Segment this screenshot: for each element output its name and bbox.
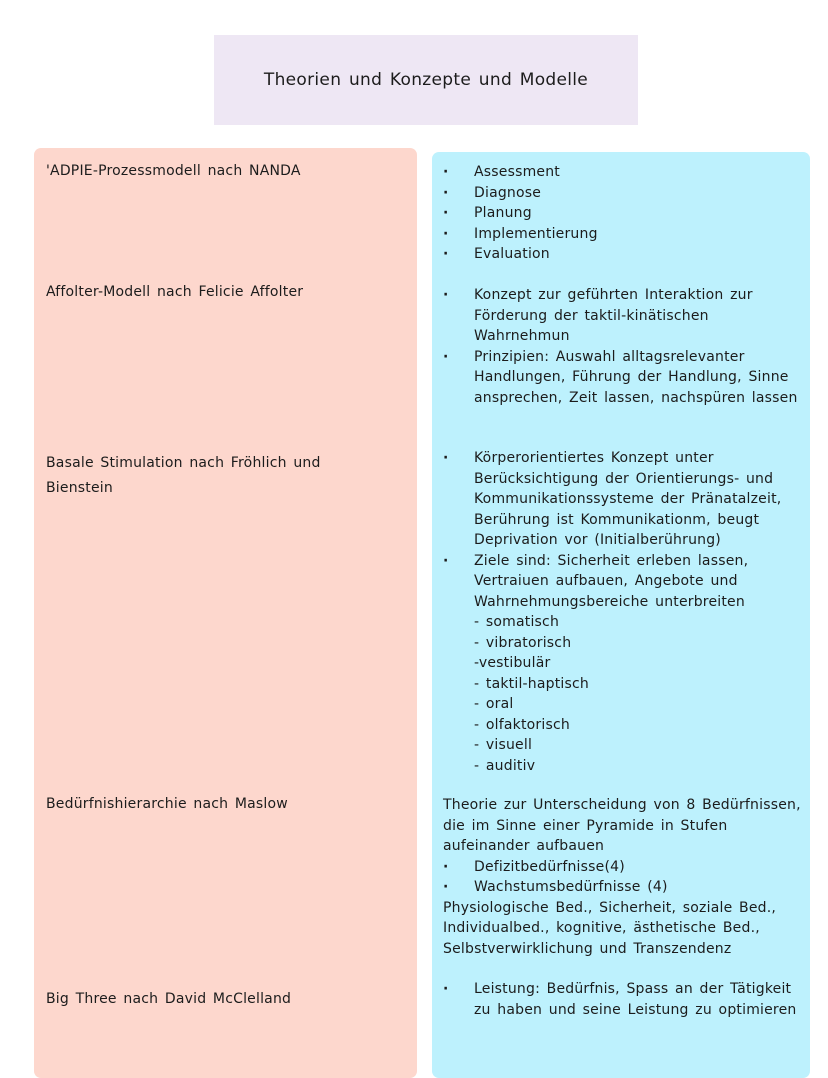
sub-item: - vibratorisch (474, 634, 572, 651)
term-big-three: Big Three nach David McClelland (46, 991, 292, 1007)
term-affolter: Affolter-Modell nach Felicie Affolter (46, 284, 304, 300)
list-item: · Diagnose (443, 183, 803, 204)
list-item: · Defizitbedürfnisse(4) (443, 857, 803, 878)
sub-item: - visuell (474, 737, 533, 753)
term-maslow: Bedürfnishierarchie nach Maslow (46, 796, 288, 812)
list-item: · Prinzipien: Auswahl alltagsrelevanter Handlungen, Führung der Handlung, Sinne ansprechen, Zeit lassen, nachspüren lassen (443, 347, 803, 409)
term-adpie: 'ADPIE-Prozessmodell nach NANDA (46, 163, 301, 179)
sub-list (443, 612, 803, 776)
desc-maslow (443, 795, 803, 959)
desc-adpie (443, 162, 803, 265)
term-basale-stimulation: Basale Stimulation nach Fröhlich und Bienstein (46, 455, 321, 496)
list-item: · Evaluation (443, 244, 803, 265)
desc-basale-stimulation (443, 448, 803, 776)
list-item: · Leistung: Bedürfnis, Spass an der Tätigkeit zu haben und seine Leistung zu optimieren (443, 979, 803, 1020)
sub-item: - oral (474, 696, 514, 712)
sub-item: - somatisch (474, 614, 560, 630)
desc-outro: Physiologische Bed., Sicherheit, soziale Bed., Individualbed., kognitive, ästhetische Bed., Selbstverwirklichung und Transzendenz (443, 899, 777, 957)
desc-affolter (443, 285, 803, 408)
list-item: · Konzept zur geführten Interaktion zur Förderung der taktil-kinätischen Wahrnehmun (443, 285, 803, 347)
list-item: · Implementierung (443, 224, 803, 245)
sub-item: -vestibulär (474, 655, 551, 671)
desc-big-three (443, 979, 803, 1020)
desc-intro: Theorie zur Unterscheidung von 8 Bedürfnissen, die im Sinne einer Pyramide in Stufen aufeinander aufbauen (443, 797, 801, 854)
sub-item: - taktil-haptisch (474, 675, 589, 692)
list-item: · Wachstumsbedürfnisse (4) (443, 877, 803, 898)
list-item: · Körperorientiertes Konzept unter Berücksichtigung der Orientierungs- und Kommunikationssysteme der Pränatalzeit, Berührung ist Kommunikationm, beugt Deprivation vor (Initialberührung) (443, 448, 803, 551)
list-item: · Assessment (443, 162, 803, 183)
list-item: · Planung (443, 203, 803, 224)
sub-item: - auditiv (474, 757, 536, 774)
list-item: · Ziele sind: Sicherheit erleben lassen, Vertraiuen aufbauen, Angebote und Wahrnehmungsbereiche unterbreiten (443, 551, 803, 613)
page-title: Theorien und Konzepte und Modelle (214, 35, 638, 125)
sub-item: - olfaktorisch (474, 716, 570, 733)
